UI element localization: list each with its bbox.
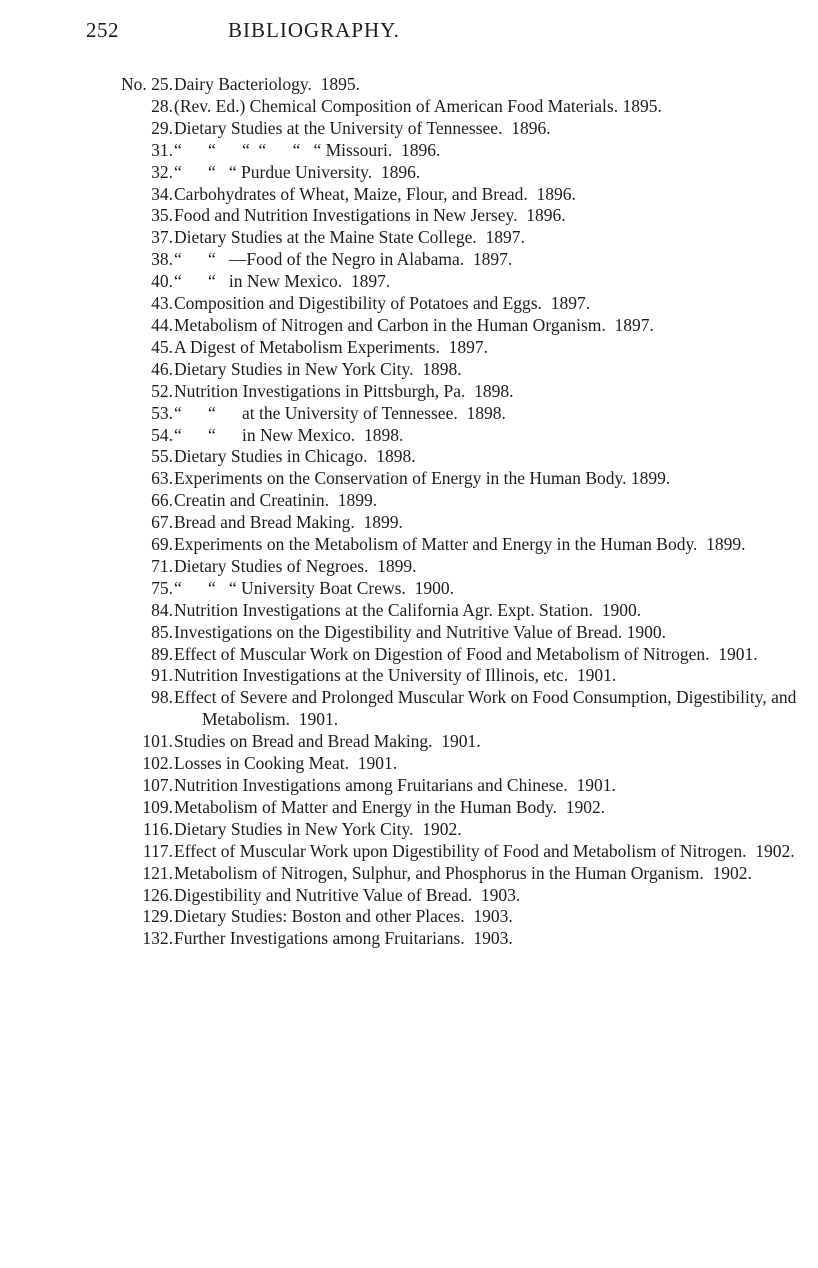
entry-number: No. 25. (120, 74, 173, 94)
entry-title: Dietary Studies in New York City. 1898. (174, 358, 462, 379)
running-head: BIBLIOGRAPHY. (228, 18, 400, 42)
entry-title: “ “ at the University of Tennessee. 1898. (174, 402, 506, 423)
entry-number: 32. (151, 161, 173, 182)
entry-number: 40. (151, 271, 173, 292)
page-number: 252 (86, 18, 119, 42)
entry-title: Nutrition Investigations among Fruitarians and Chinese. 1901. (174, 775, 616, 795)
entry-title: “ “ in New Mexico. 1897. (174, 271, 391, 292)
entry-number: 52. (151, 380, 173, 401)
entry-number: 69. (151, 534, 173, 555)
bibliography-entry (84, 512, 800, 534)
entry-title: Dietary Studies in New York City. 1902. (174, 818, 462, 839)
bibliography-entry (84, 74, 800, 96)
bibliography-entry (84, 359, 800, 381)
entry-title: Bread and Bread Making. 1899. (174, 512, 403, 533)
entry-number: 66. (151, 490, 173, 511)
bibliography-entry (84, 885, 800, 907)
entry-title: Metabolism of Nitrogen and Carbon in the Human Organism. 1897. (174, 314, 654, 335)
entry-number: 109. (142, 796, 173, 817)
bibliography-entry (84, 205, 800, 227)
bibliography-entry (84, 249, 800, 271)
entry-title: (Rev. Ed.) Chemical Composition of American Food Materials. 1895. (174, 95, 662, 116)
entry-title: Metabolism of Matter and Energy in the Human Body. 1902. (174, 796, 606, 817)
entry-number: 132. (142, 928, 173, 949)
entry-number: 29. (151, 117, 173, 138)
bibliography-entry (84, 96, 800, 118)
entry-title: Effect of Severe and Prolonged Muscular Work on Food Consumption, Digestibility, and Metabolism. 1901. (174, 687, 801, 730)
entry-title: Nutrition Investigations at the California Agr. Expt. Station. 1900. (174, 599, 642, 620)
entry-number: 44. (151, 314, 173, 335)
page-header (0, 18, 800, 48)
bibliography-entry (84, 403, 800, 425)
bibliography-entry (84, 731, 800, 753)
entry-number: 45. (151, 336, 173, 357)
entry-title: Further Investigations among Fruitarians. 1903. (174, 928, 513, 949)
entry-title: Dietary Studies at the University of Tennessee. 1896. (174, 117, 551, 138)
entry-title: Dietary Studies: Boston and other Places. 1903. (174, 906, 513, 927)
entry-title: Dietary Studies at the Maine State College. 1897. (174, 227, 525, 248)
bibliography-entry (84, 381, 800, 403)
entry-title: Effect of Muscular Work upon Digestibility of Food and Metabolism of Nitrogen. 1902. (174, 840, 795, 861)
entry-number: 53. (151, 402, 173, 423)
entry-number: 117. (143, 840, 173, 861)
entry-title: “ “ “ “ “ “ Missouri. 1896. (174, 139, 441, 160)
entry-number: 85. (151, 621, 173, 642)
entry-number: 101. (142, 731, 173, 752)
entry-number: 46. (151, 358, 173, 379)
bibliography-entry (84, 906, 800, 928)
entry-number: 129. (142, 906, 173, 927)
bibliography-entry (84, 928, 800, 950)
entry-title: Losses in Cooking Meat. 1901. (174, 753, 398, 774)
bibliography-entry (84, 118, 800, 140)
bibliography-entry (84, 534, 800, 556)
bibliography-entry (84, 140, 800, 162)
entry-number: 67. (151, 512, 173, 533)
entry-number: 75. (151, 577, 173, 598)
bibliography-entry (84, 446, 800, 468)
entry-title: Studies on Bread and Bread Making. 1901. (174, 731, 481, 752)
entry-title: Dietary Studies of Negroes. 1899. (174, 555, 417, 576)
entry-title: “ “ “ Purdue University. 1896. (174, 161, 421, 182)
bibliography-entry (84, 468, 800, 490)
bibliography-entry (84, 819, 800, 841)
entry-number: 43. (151, 293, 173, 314)
bibliography-entry (84, 665, 800, 687)
bibliography-entry (84, 687, 800, 731)
bibliography-entry (84, 184, 800, 206)
entry-number: 116. (143, 818, 173, 839)
entry-title: Investigations on the Digestibility and Nutritive Value of Bread. 1900. (174, 621, 667, 642)
entry-number: 98. (151, 687, 173, 708)
entry-title: Carbohydrates of Wheat, Maize, Flour, and Bread. 1896. (174, 183, 576, 204)
entry-title: Food and Nutrition Investigations in New Jersey. 1896. (174, 205, 566, 226)
entry-title: “ “ —Food of the Negro in Alabama. 1897. (174, 249, 513, 270)
bibliography-entry (84, 644, 800, 666)
entry-number: 38. (151, 249, 173, 270)
entry-title: Nutrition Investigations in Pittsburgh, Pa. 1898. (174, 380, 514, 401)
entry-title: Composition and Digestibility of Potatoes and Eggs. 1897. (174, 293, 591, 314)
entry-title: Effect of Muscular Work on Digestion of Food and Metabolism of Nitrogen. 1901. (174, 643, 758, 664)
entry-number: 71. (151, 555, 173, 576)
entry-number: 31. (151, 139, 173, 160)
entry-number: 89. (151, 643, 173, 664)
entry-number: 55. (151, 446, 173, 467)
entry-title: Experiments on the Conservation of Energy in the Human Body. 1899. (174, 468, 671, 489)
bibliography-entry (84, 578, 800, 600)
bibliography-entry (84, 863, 800, 885)
entry-title: Dairy Bacteriology. 1895. (174, 74, 360, 94)
entry-title: Experiments on the Metabolism of Matter and Energy in the Human Body. 1899. (174, 534, 746, 555)
entry-title: “ “ “ University Boat Crews. 1900. (174, 577, 454, 598)
bibliography-entry (84, 425, 800, 447)
entry-number: 34. (151, 183, 173, 204)
bibliography-list (84, 74, 800, 950)
entry-number: 37. (151, 227, 173, 248)
entry-number: 63. (151, 468, 173, 489)
entry-title: Metabolism of Nitrogen, Sulphur, and Phosphorus in the Human Organism. 1902. (174, 862, 752, 883)
bibliography-entry (84, 271, 800, 293)
entry-title: A Digest of Metabolism Experiments. 1897. (174, 336, 488, 357)
entry-title: Nutrition Investigations at the University of Illinois, etc. 1901. (174, 665, 617, 686)
bibliography-entry (84, 315, 800, 337)
entry-title: Dietary Studies in Chicago. 1898. (174, 446, 416, 467)
entry-title: “ “ in New Mexico. 1898. (174, 424, 404, 445)
bibliography-entry (84, 622, 800, 644)
entry-number: 54. (151, 424, 173, 445)
entry-number: 91. (151, 665, 173, 686)
entry-number: 121. (142, 862, 173, 883)
entry-number: 84. (151, 599, 173, 620)
entry-title: Creatin and Creatinin. 1899. (174, 490, 378, 511)
bibliography-entry (84, 293, 800, 315)
bibliography-entry (84, 753, 800, 775)
entry-number: 126. (142, 884, 173, 905)
bibliography-entry (84, 775, 800, 797)
entry-title: Digestibility and Nutritive Value of Bread. 1903. (174, 884, 521, 905)
bibliography-entry (84, 600, 800, 622)
bibliography-entry (84, 490, 800, 512)
bibliography-entry (84, 841, 800, 863)
bibliography-entry (84, 797, 800, 819)
entry-number: 28. (151, 95, 173, 116)
bibliography-entry (84, 337, 800, 359)
bibliography-entry (84, 227, 800, 249)
entry-number: 102. (142, 753, 173, 774)
bibliography-entry (84, 556, 800, 578)
entry-number: 107. (142, 775, 173, 795)
entry-number: 35. (151, 205, 173, 226)
bibliography-entry (84, 162, 800, 184)
